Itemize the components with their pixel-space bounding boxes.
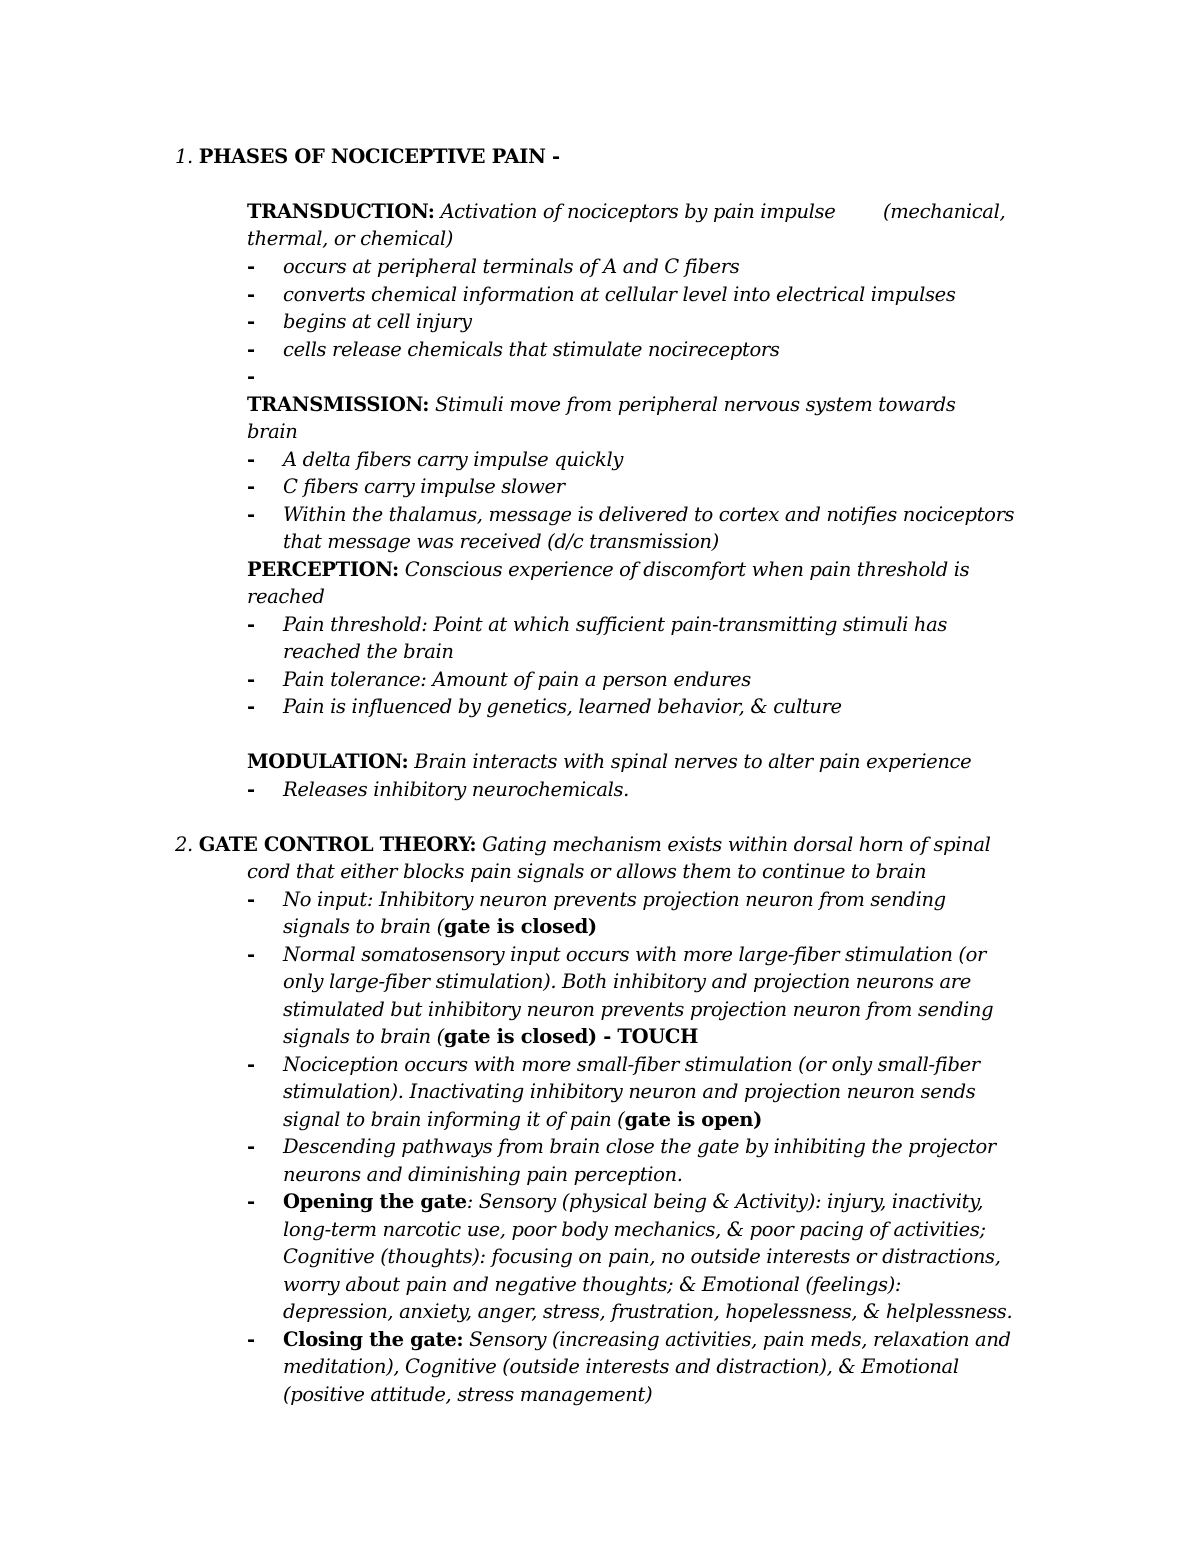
bullet-dash: -	[247, 943, 256, 966]
closing-gate-label: Closing the gate:	[283, 1328, 464, 1351]
gate-bullet-nociception-cont	[283, 1106, 762, 1134]
bullet-dash: -	[247, 668, 256, 691]
perception-bullet: Pain threshold: Point at which sufficient pain-transmitting stimuli has	[283, 613, 948, 636]
gate-bullet-text: : Sensory (physical being & Activity): injury, inactivity,	[466, 1190, 984, 1213]
gate-bullet-no-input: No input: Inhibitory neuron prevents projection neuron from sending	[283, 888, 946, 911]
modulation-desc: Brain interacts with spinal nerves to alter pain experience	[414, 750, 972, 773]
bullet-dash: -	[247, 1190, 256, 1213]
gate-bullet-opening	[283, 1188, 983, 1216]
perception-bullet: Pain tolerance: Amount of pain a person endures	[283, 668, 751, 691]
gate-bullet-opening-cont: Cognitive (thoughts): focusing on pain, no outside interests or distractions,	[283, 1245, 1001, 1268]
gate-bullet-normal: Normal somatosensory input occurs with more large-fiber stimulation (or	[283, 943, 987, 966]
gate-bullet-opening-cont: long-term narcotic use, poor body mechanics, & poor pacing of activities;	[283, 1218, 986, 1241]
transduction-label: TRANSDUCTION:	[247, 200, 435, 223]
section-2-number: 2.	[175, 833, 193, 856]
transmission-line	[247, 391, 956, 419]
bullet-dash: -	[247, 503, 256, 526]
bullet-dash: -	[247, 283, 256, 306]
perception-bullet-cont: reached the brain	[283, 640, 454, 663]
transduction-bullet: begins at cell injury	[283, 310, 472, 333]
modulation-label: MODULATION:	[247, 750, 409, 773]
gate-bullet-text: Sensory (increasing activities, pain meds, relaxation and	[463, 1328, 1011, 1351]
section-1-number: 1.	[175, 145, 193, 168]
gate-bullet-text: signals to brain (	[283, 1025, 444, 1048]
bullet-dash: -	[247, 695, 256, 718]
gate-bullet-normal-cont	[283, 1023, 698, 1051]
gate-state-open: gate is open)	[624, 1108, 762, 1131]
transduction-desc-cont: thermal, or chemical)	[247, 227, 454, 250]
gate-state-closed-touch: gate is closed) - TOUCH	[443, 1025, 699, 1048]
transduction-bullet: cells release chemicals that stimulate nocireceptors	[283, 338, 780, 361]
gate-bullet-nociception-cont: stimulation). Inactivating inhibitory neuron and projection neuron sends	[283, 1080, 976, 1103]
transduction-line	[247, 198, 835, 226]
bullet-dash: -	[247, 475, 256, 498]
perception-label: PERCEPTION:	[247, 558, 399, 581]
gate-bullet-no-input-cont	[283, 913, 597, 941]
section-2-desc: Gating mechanism exists within dorsal horn of spinal	[482, 833, 991, 856]
transduction-desc-paren: (mechanical,	[883, 200, 1006, 223]
gate-bullet-opening-cont: depression, anxiety, anger, stress, frustration, hopelessness, & helplessness.	[283, 1300, 1013, 1323]
transduction-desc: Activation of nociceptors by pain impulse	[440, 200, 836, 223]
transmission-desc: Stimuli move from peripheral nervous system towards	[434, 393, 956, 416]
transmission-bullet: C fibers carry impulse slower	[283, 475, 565, 498]
bullet-dash: -	[247, 1328, 256, 1351]
transduction-bullet: occurs at peripheral terminals of A and C fibers	[283, 255, 740, 278]
perception-line	[247, 556, 969, 584]
gate-bullet-closing-cont: meditation), Cognitive (outside interests and distraction), & Emotional	[283, 1355, 959, 1378]
gate-bullet-text: signals to brain (	[283, 915, 444, 938]
gate-bullet-descending: Descending pathways from brain close the gate by inhibiting the projector	[283, 1135, 996, 1158]
bullet-dash: -	[247, 365, 256, 388]
bullet-dash: -	[247, 448, 256, 471]
transmission-bullet: Within the thalamus, message is delivered to cortex and notifies nociceptors	[283, 503, 1015, 526]
section-1-heading	[175, 143, 560, 171]
transmission-desc-cont: brain	[247, 420, 298, 443]
gate-bullet-nociception: Nociception occurs with more small-fiber stimulation (or only small-fiber	[283, 1053, 980, 1076]
modulation-line	[247, 748, 971, 776]
transmission-bullet: A delta fibers carry impulse quickly	[283, 448, 624, 471]
section-2-label: GATE CONTROL THEORY:	[198, 833, 477, 856]
bullet-dash: -	[247, 778, 256, 801]
bullet-dash: -	[247, 310, 256, 333]
opening-gate-label: Opening the gate	[283, 1190, 467, 1213]
bullet-dash: -	[247, 613, 256, 636]
perception-desc: Conscious experience of discomfort when pain threshold is	[404, 558, 970, 581]
gate-state-closed: gate is closed)	[443, 915, 597, 938]
transmission-bullet-cont: that message was received (d/c transmission)	[283, 530, 719, 553]
bullet-dash: -	[247, 338, 256, 361]
transmission-label: TRANSMISSION:	[247, 393, 430, 416]
bullet-dash: -	[247, 888, 256, 911]
perception-bullet: Pain is influenced by genetics, learned behavior, & culture	[283, 695, 842, 718]
bullet-dash: -	[247, 1135, 256, 1158]
bullet-dash: -	[247, 1053, 256, 1076]
modulation-bullet: Releases inhibitory neurochemicals.	[283, 778, 630, 801]
section-2-heading	[175, 831, 991, 859]
gate-bullet-closing-cont: (positive attitude, stress management)	[283, 1383, 653, 1406]
perception-desc-cont: reached	[247, 585, 325, 608]
gate-bullet-normal-cont: only large-fiber stimulation). Both inhibitory and projection neurons are	[283, 970, 971, 993]
gate-bullet-opening-cont: worry about pain and negative thoughts; & Emotional (feelings):	[283, 1273, 902, 1296]
gate-bullet-descending-cont: neurons and diminishing pain perception.	[283, 1163, 683, 1186]
bullet-dash: -	[247, 255, 256, 278]
transduction-bullet: converts chemical information at cellular level into electrical impulses	[283, 283, 956, 306]
section-1-title: PHASES OF NOCICEPTIVE PAIN -	[198, 145, 560, 168]
gate-bullet-text: signal to brain informing it of pain (	[283, 1108, 625, 1131]
gate-bullet-closing	[283, 1326, 1011, 1354]
section-2-desc-cont: cord that either blocks pain signals or allows them to continue to brain	[247, 860, 927, 883]
gate-bullet-normal-cont: stimulated but inhibitory neuron prevents projection neuron from sending	[283, 998, 994, 1021]
